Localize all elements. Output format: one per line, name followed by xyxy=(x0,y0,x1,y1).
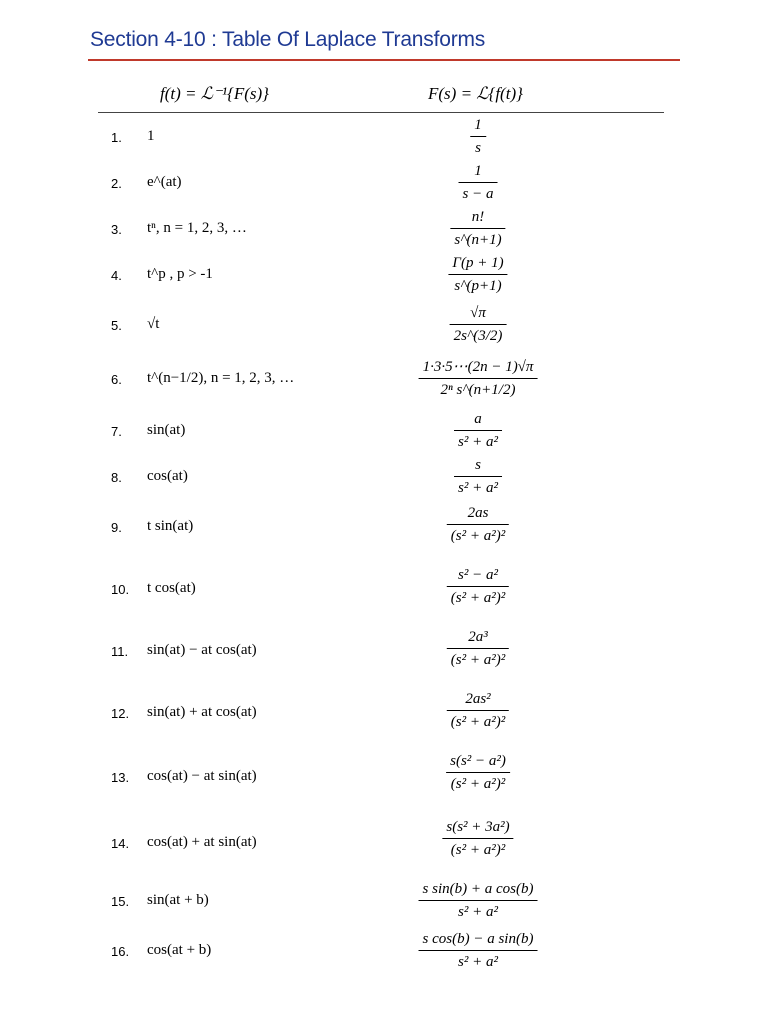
row-ft: sin(at) xyxy=(147,422,186,438)
row-fs xyxy=(454,410,502,451)
row-number: 6. xyxy=(111,372,122,387)
row-fs xyxy=(442,818,513,859)
row-number: 4. xyxy=(111,268,122,283)
row-ft: 1 xyxy=(147,128,155,144)
row-ft: sin(at + b) xyxy=(147,892,209,908)
fs-denominator: s^(n+1) xyxy=(454,232,502,248)
row-number: 5. xyxy=(111,318,122,333)
row-number: 16. xyxy=(111,944,130,959)
row-ft: t^(n−1/2), n = 1, 2, 3, … xyxy=(147,370,295,386)
fs-numerator: s² − a² xyxy=(458,567,498,583)
row-fs xyxy=(419,358,538,399)
fs-denominator: (s² + a²)² xyxy=(450,714,506,730)
page-title: Section 4-10 : Table Of Laplace Transforms xyxy=(90,28,486,51)
row-fs xyxy=(419,880,538,921)
fs-denominator: (s² + a²)² xyxy=(450,652,506,668)
row-number: 3. xyxy=(111,222,122,237)
row-fs xyxy=(450,304,507,345)
fs-numerator: n! xyxy=(471,209,485,225)
row-fs xyxy=(447,566,509,607)
fs-denominator: s² + a² xyxy=(458,480,498,496)
fs-numerator: 2as xyxy=(467,505,489,521)
row-fs xyxy=(419,930,538,971)
fs-numerator: 1·3·5⋯(2n − 1)√π xyxy=(422,359,534,375)
fs-numerator: Γ(p + 1) xyxy=(452,255,504,271)
row-fs xyxy=(454,456,502,497)
row-fs xyxy=(448,254,507,295)
row-number: 1. xyxy=(111,130,122,145)
row-number: 13. xyxy=(111,770,130,785)
row-number: 10. xyxy=(111,582,130,597)
fs-numerator: √π xyxy=(470,305,486,321)
fs-denominator: 2ⁿ s^(n+1/2) xyxy=(440,382,516,398)
row-fs xyxy=(470,116,486,157)
row-number: 8. xyxy=(111,470,122,485)
row-fs xyxy=(446,752,510,793)
row-ft: cos(at + b) xyxy=(147,942,212,958)
row-fs xyxy=(459,162,498,203)
row-fs xyxy=(450,208,505,249)
fs-numerator: s cos(b) − a sin(b) xyxy=(422,931,534,947)
fs-numerator: a xyxy=(474,411,482,427)
fs-denominator: s² + a² xyxy=(458,434,498,450)
header-transform: F(s) = ℒ{f(t)} xyxy=(428,84,523,103)
fs-denominator: s − a xyxy=(462,186,494,202)
row-ft: e^(at) xyxy=(147,174,182,190)
row-number: 7. xyxy=(111,424,122,439)
fs-denominator: (s² + a²)² xyxy=(450,842,506,858)
row-number: 11. xyxy=(111,644,129,659)
row-ft: sin(at) + at cos(at) xyxy=(147,704,257,720)
fs-numerator: 1 xyxy=(474,163,482,179)
row-fs xyxy=(447,690,509,731)
row-number: 12. xyxy=(111,706,130,721)
row-number: 14. xyxy=(111,836,130,851)
row-ft: cos(at) − at sin(at) xyxy=(147,768,257,784)
row-ft: t sin(at) xyxy=(147,518,194,534)
fs-denominator: (s² + a²)² xyxy=(450,776,506,792)
fs-denominator: (s² + a²)² xyxy=(450,590,506,606)
row-fs xyxy=(447,504,509,545)
row-ft: tⁿ, n = 1, 2, 3, … xyxy=(147,220,247,236)
row-ft: sin(at) − at cos(at) xyxy=(147,642,257,658)
fs-numerator: s(s² + 3a²) xyxy=(446,819,510,835)
fs-denominator: 2s^(3/2) xyxy=(453,328,503,344)
fs-denominator: s² + a² xyxy=(458,904,498,920)
row-number: 9. xyxy=(111,520,122,535)
fs-numerator: s sin(b) + a cos(b) xyxy=(422,881,534,897)
fs-numerator: s xyxy=(475,457,481,473)
fs-numerator: s(s² − a²) xyxy=(450,753,506,769)
row-ft: cos(at) xyxy=(147,468,188,484)
fs-numerator: 2as² xyxy=(465,691,491,707)
row-number: 2. xyxy=(111,176,122,191)
fs-numerator: 1 xyxy=(474,117,482,133)
row-ft: t^p , p > -1 xyxy=(147,266,213,282)
row-ft: cos(at) + at sin(at) xyxy=(147,834,257,850)
header-inverse-transform: f(t) = ℒ⁻¹{F(s)} xyxy=(160,84,269,103)
fs-numerator: 2a³ xyxy=(468,629,488,645)
fs-denominator: s^(p+1) xyxy=(454,278,502,294)
row-ft: t cos(at) xyxy=(147,580,196,596)
fs-denominator: s² + a² xyxy=(458,954,498,970)
fs-denominator: s xyxy=(475,140,481,156)
row-number: 15. xyxy=(111,894,130,909)
fs-denominator: (s² + a²)² xyxy=(450,528,506,544)
row-ft: √t xyxy=(147,316,160,332)
row-fs xyxy=(447,628,509,669)
